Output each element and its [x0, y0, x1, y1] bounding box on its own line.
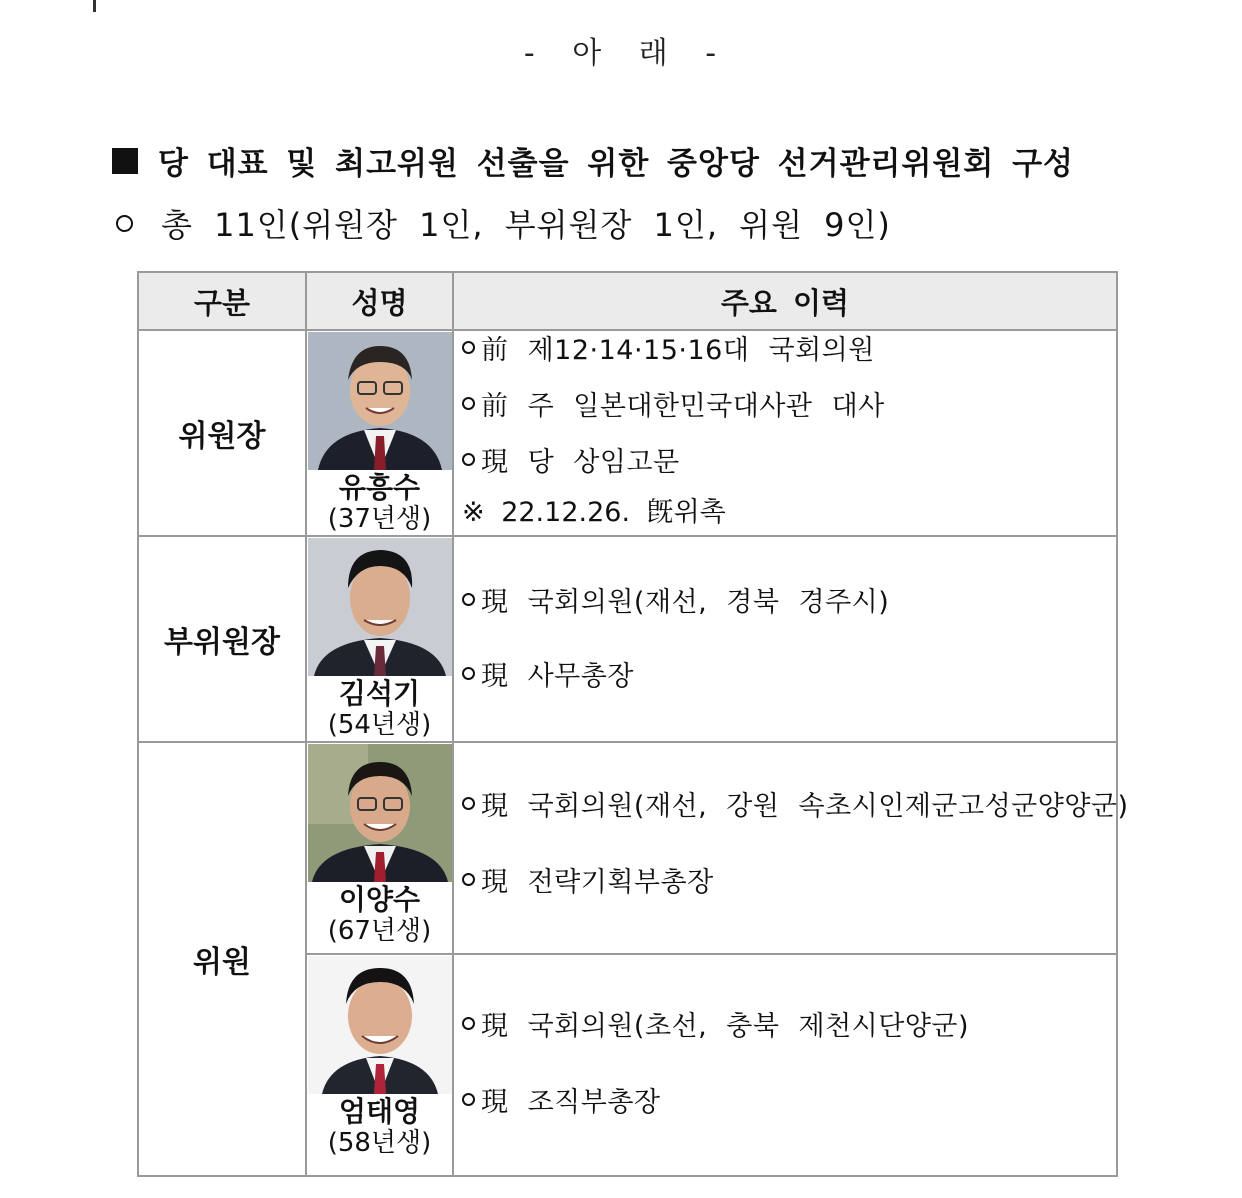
page-heading: - 아 래 - — [523, 36, 719, 71]
member-birth-year: (54년생) — [327, 710, 432, 740]
member-photo — [308, 332, 452, 470]
header-category: 구분 — [138, 272, 306, 330]
career-item: 現 조직부총장 — [462, 1085, 1116, 1121]
circle-bullet-icon — [462, 1093, 475, 1106]
page-edge-mark — [93, 0, 96, 12]
table-row — [138, 330, 1117, 536]
table-row — [138, 742, 1117, 954]
section-title-text: 당 대표 및 최고위원 선출을 위한 중앙당 선거관리위원회 구성 — [158, 146, 1074, 182]
member-cell — [306, 742, 453, 954]
role-cell: 위원 — [138, 742, 306, 1176]
member-cell — [306, 330, 453, 536]
member-cell — [306, 954, 453, 1176]
circle-bullet-icon — [462, 1017, 475, 1030]
career-item: 前 주 일본대한민국대사관 대사 — [462, 389, 1116, 425]
member-name: 엄태영 — [338, 1095, 421, 1128]
career-cell — [453, 954, 1117, 1176]
member-birth-year: (67년생) — [327, 916, 432, 946]
role-cell: 부위원장 — [138, 536, 306, 742]
member-cell — [306, 536, 453, 742]
member-birth-year: (37년생) — [327, 504, 432, 534]
career-cell — [453, 330, 1117, 536]
career-item: 現 국회의원(재선, 강원 속초시인제군고성군양양군) — [462, 789, 1116, 825]
circle-bullet-icon — [462, 453, 475, 466]
header-career: 주요 이력 — [453, 272, 1117, 330]
role-cell: 위원장 — [138, 330, 306, 536]
circle-bullet-icon — [462, 341, 475, 354]
committee-table — [137, 271, 1129, 1177]
career-item: 現 국회의원(초선, 충북 제천시단양군) — [462, 1009, 1116, 1045]
table-row — [138, 536, 1117, 742]
member-birth-year: (58년생) — [327, 1128, 432, 1158]
member-name: 유흥수 — [338, 471, 421, 504]
member-photo — [308, 956, 452, 1094]
section-subtitle-text: 총 11인(위원장 1인, 부위원장 1인, 위원 9인) — [161, 206, 891, 244]
circle-bullet-icon — [462, 593, 475, 606]
table-header-row — [138, 272, 1117, 330]
section-title — [112, 138, 1074, 183]
square-bullet-icon — [112, 148, 138, 174]
career-item: 現 사무총장 — [462, 659, 1116, 695]
header-name: 성명 — [306, 272, 453, 330]
career-cell — [453, 536, 1117, 742]
member-name: 이양수 — [338, 883, 421, 916]
member-name: 김석기 — [338, 677, 421, 710]
circle-bullet-icon — [462, 397, 475, 410]
circle-bullet-icon — [462, 797, 475, 810]
career-item: 前 제12·14·15·16대 국회의원 — [462, 333, 1116, 369]
career-item: 現 전략기획부총장 — [462, 865, 1116, 901]
career-item: 現 국회의원(재선, 경북 경주시) — [462, 585, 1116, 621]
member-photo — [308, 538, 452, 676]
circle-bullet-icon — [462, 873, 475, 886]
circle-bullet-icon — [116, 215, 133, 232]
section-subtitle — [116, 200, 891, 246]
career-cell — [453, 742, 1129, 954]
appointment-note: ※ 22.12.26. 旣위촉 — [462, 497, 726, 528]
member-photo — [308, 744, 452, 882]
career-item: 現 당 상임고문 — [462, 445, 1116, 481]
circle-bullet-icon — [462, 667, 475, 680]
